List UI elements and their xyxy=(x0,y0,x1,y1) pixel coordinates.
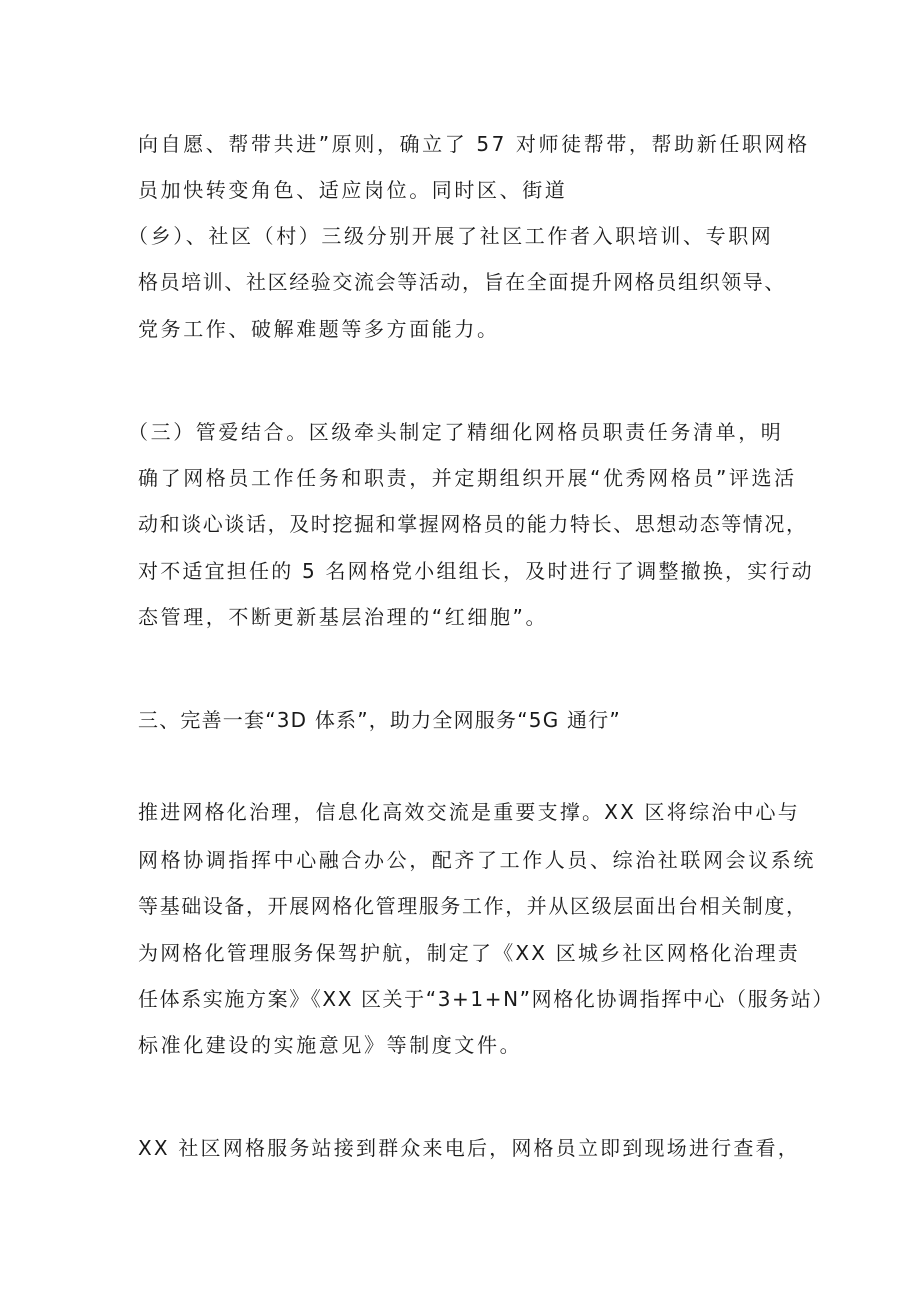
paragraph-line: 对不适宜担任的 5 名网格党小组组长，及时进行了调整撤换，实行动 xyxy=(138,559,814,583)
paragraph-line: （三）管爱结合。区级牵头制定了精细化网格员职责任务清单，明 xyxy=(128,420,784,444)
paragraph-line: 态管理，不断更新基层治理的“红细胞”。 xyxy=(138,605,549,629)
paragraph-line: XX 社区网格服务站接到群众来电后，网格员立即到现场进行查看， xyxy=(138,1136,800,1160)
paragraph-line: 向自愿、帮带共进”原则，确立了 57 对师徒帮带，帮助新任职网格 xyxy=(138,132,810,156)
paragraph-line: 标准化建设的实施意见》等制度文件。 xyxy=(138,1033,523,1057)
paragraph-line: 确了网格员工作任务和职责，并定期组织开展“优秀网格员”评选活 xyxy=(138,466,797,490)
section-heading: 三、完善一套“3D 体系”，助力全网服务“5G 通行” xyxy=(138,708,621,732)
paragraph-line: 等基础设备，开展网格化管理服务工作，并从区级层面出台相关制度， xyxy=(138,894,808,918)
paragraph-line: 员加快转变角色、适应岗位。同时区、街道 xyxy=(138,178,568,202)
paragraph-line: 网格协调指挥中心融合办公，配齐了工作人员、综治社联网会议系统 xyxy=(138,848,816,872)
paragraph-line: （乡）、社区（村）三级分别开展了社区工作者入职培训、专职网 xyxy=(128,224,774,248)
paragraph-line: 为网格化管理服务保驾护航，制定了《XX 区城乡社区网格化治理责 xyxy=(138,941,800,965)
paragraph-line: 任体系实施方案》《XX 区关于“3+1+N”网格化协调指挥中心（服务站） xyxy=(138,987,835,1011)
paragraph-line: 党务工作、破解难题等多方面能力。 xyxy=(138,317,500,341)
paragraph-line: 推进网格化治理，信息化高效交流是重要支撑。XX 区将综治中心与 xyxy=(138,800,800,824)
paragraph-line: 动和谈心谈话，及时挖掘和掌握网格员的能力特长、思想动态等情况， xyxy=(138,512,808,536)
paragraph-line: 格员培训、社区经验交流会等活动，旨在全面提升网格员组织领导、 xyxy=(138,270,786,294)
